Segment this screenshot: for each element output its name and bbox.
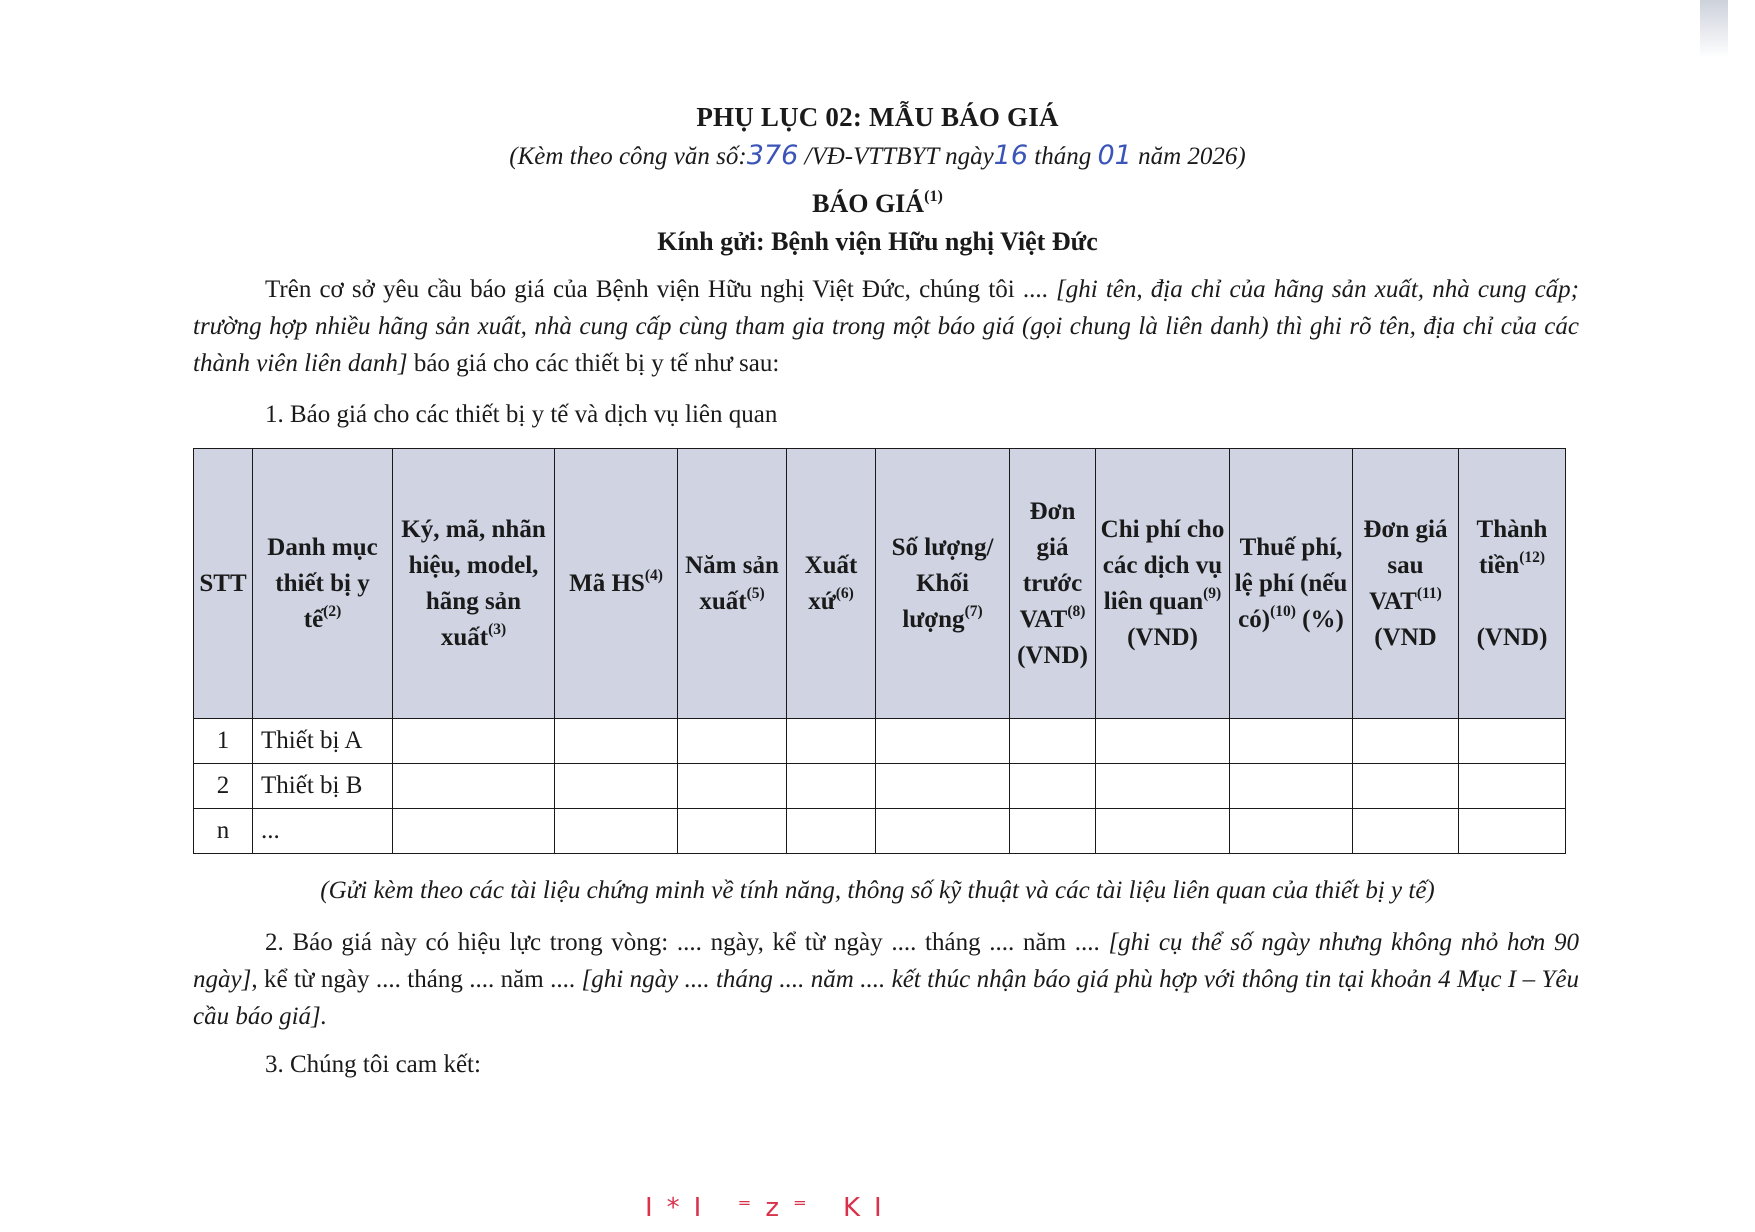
intro-paragraph [193, 271, 1579, 382]
empty-cell [1096, 764, 1230, 809]
empty-cell [1230, 809, 1353, 854]
scan-edge-mark [1700, 0, 1728, 58]
header-total: Thành tiền$^{(12)}$ (VND) [1459, 449, 1566, 719]
quote-table [193, 448, 1566, 854]
quote-title-text: BÁO GIÁ [812, 189, 925, 218]
section-1-heading: 1. Báo giá cho các thiết bị y tế và dịch vụ liên quan [265, 401, 778, 428]
section-3-heading: 3. Chúng tôi cam kết: [265, 1051, 481, 1078]
empty-cell [1459, 719, 1566, 764]
empty-cell [393, 809, 555, 854]
empty-cell [555, 809, 678, 854]
empty-cell [876, 764, 1010, 809]
empty-cell [1010, 764, 1096, 809]
handwritten-doc-number: 376 [746, 140, 799, 171]
empty-cell [555, 764, 678, 809]
empty-cell [1010, 809, 1096, 854]
reference-mid-2: tháng [1028, 143, 1098, 170]
table-row [194, 719, 1566, 764]
intro-text-2: báo giá cho các thiết bị y tế như sau: [407, 350, 780, 377]
header-stt: STT [194, 449, 253, 719]
handwritten-month: 01 [1097, 140, 1132, 171]
table-header-row [194, 449, 1566, 719]
empty-cell [1230, 719, 1353, 764]
row-device-name: Thiết bị B [253, 764, 393, 809]
quote-title [0, 189, 1755, 219]
header-model: Ký, mã, nhãn hiệu, model, hãng sản xuất$^{(3)}$ [393, 449, 555, 719]
empty-cell [787, 809, 876, 854]
table-note: (Gửi kèm theo các tài liệu chứng minh về tính năng, thông số kỹ thuật và các tài liệu liên quan của thiết bị y tế) [320, 877, 1435, 904]
handwritten-day: 16 [993, 140, 1029, 171]
empty-cell [1353, 764, 1459, 809]
section-2-paragraph [193, 924, 1579, 1035]
empty-cell [1096, 809, 1230, 854]
reference-prefix: (Kèm theo công văn số: [509, 143, 747, 170]
row-stt: 1 [194, 719, 253, 764]
empty-cell [876, 719, 1010, 764]
empty-cell [1459, 764, 1566, 809]
header-origin: Xuất xứ$^{(6)}$ [787, 449, 876, 719]
reference-suffix: năm 2026) [1131, 143, 1246, 170]
section-2-italic-1: [ghi cụ thể số ngày nhưng không nhỏ hơn 90 ngày] [193, 929, 1579, 993]
header-year: Năm sản xuất$^{(5)}$ [678, 449, 787, 719]
section-2-italic-2: [ghi ngày .... tháng .... năm .... kết thúc nhận báo giá phù hợp với thông tin tại khoản 4 Mục I – Yêu cầu báo giá]. [193, 966, 1579, 1030]
header-price-post-vat: Đơn giá sau VAT$^{(11)}$ (VND [1353, 449, 1459, 719]
header-price-pre-vat: Đơn giá trước VAT$^{(8)}$ (VND) [1010, 449, 1096, 719]
header-device-list: Danh mục thiết bị y tế$^{(2)}$ [253, 449, 393, 719]
empty-cell [393, 764, 555, 809]
empty-cell [678, 764, 787, 809]
red-stamp-mark: I*I ⁼z⁼ KI [645, 1193, 896, 1223]
header-hs-code: Mã HS$^{(4)}$ [555, 449, 678, 719]
empty-cell [393, 719, 555, 764]
header-tax: Thuế phí, lệ phí (nếu có)$^{(10)}$ (%) [1230, 449, 1353, 719]
empty-cell [678, 719, 787, 764]
empty-cell [1010, 719, 1096, 764]
intro-italic: [ghi tên, địa chỉ của hãng sản xuất, nhà cung cấp; trường hợp nhiều hãng sản xuất, nhà cung cấp cùng tham gia trong một báo giá (gọi chung là liên danh) thì ghi rõ tên, địa chỉ của các thành viên liên danh] [193, 276, 1580, 377]
empty-cell [555, 719, 678, 764]
appendix-title: PHỤ LỤC 02: MẪU BÁO GIÁ [696, 102, 1059, 132]
empty-cell [1096, 719, 1230, 764]
reference-mid-1: /VĐ-VTTBYT ngày [798, 143, 994, 170]
row-stt: n [194, 809, 253, 854]
section-2-text-1: 2. Báo giá này có hiệu lực trong vòng: .... ngày, kể từ ngày .... tháng .... năm .... [265, 929, 1109, 956]
empty-cell [787, 719, 876, 764]
row-device-name: Thiết bị A [253, 719, 393, 764]
footnote-ref: (1) [924, 187, 943, 205]
row-stt: 2 [194, 764, 253, 809]
empty-cell [1230, 764, 1353, 809]
section-2-text-2: , kể từ ngày .... tháng .... năm .... [251, 966, 582, 993]
empty-cell [876, 809, 1010, 854]
row-device-name: ... [253, 809, 393, 854]
empty-cell [787, 764, 876, 809]
table-row [194, 809, 1566, 854]
empty-cell [1353, 719, 1459, 764]
table-row [194, 764, 1566, 809]
intro-text-1: Trên cơ sở yêu cầu báo giá của Bệnh viện Hữu nghị Việt Đức, chúng tôi .... [265, 276, 1056, 303]
empty-cell [1353, 809, 1459, 854]
recipient: Kính gửi: Bệnh viện Hữu nghị Việt Đức [657, 227, 1098, 256]
empty-cell [678, 809, 787, 854]
empty-cell [1459, 809, 1566, 854]
header-service-cost: Chi phí cho các dịch vụ liên quan$^{(9)}$ (VND) [1096, 449, 1230, 719]
header-quantity: Số lượng/ Khối lượng$^{(7)}$ [876, 449, 1010, 719]
document-reference [0, 140, 1755, 171]
